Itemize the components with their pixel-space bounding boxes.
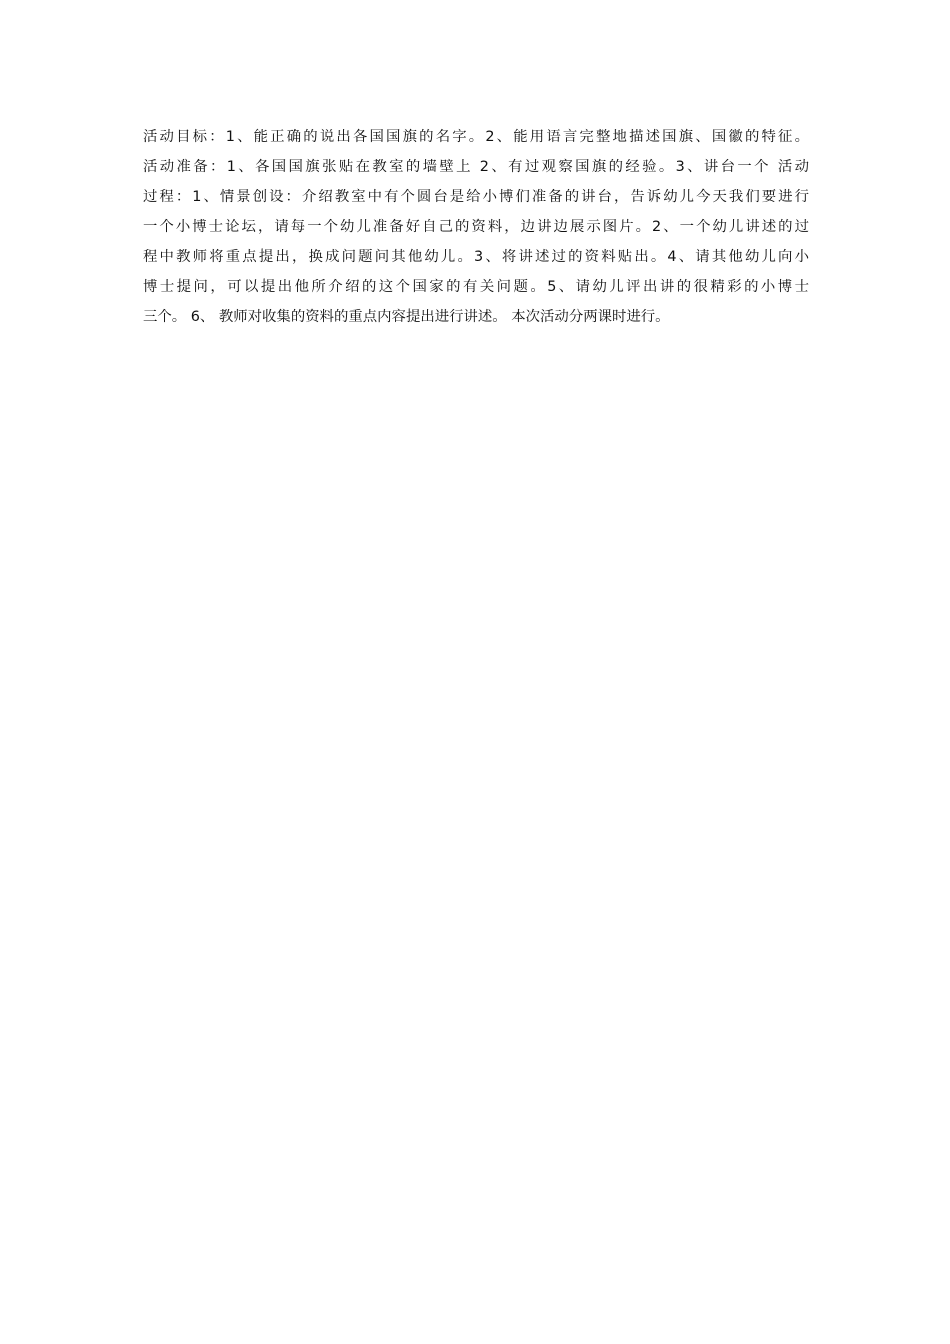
paragraph-line: 活动目标：1、能正确的说出各国国旗的名字。2、能用语言完整地描述国旗、国徽的特征。	[143, 129, 809, 145]
document-body	[143, 122, 809, 332]
paragraph-line: 过程：1、情景创设：介绍教室中有个圆台是给小博们准备的讲台，告诉幼儿今天我们要进行	[143, 189, 809, 205]
paragraph-line: 活动准备：1、各国国旗张贴在教室的墙壁上 2、有过观察国旗的经验。3、讲台一个 活动	[143, 159, 809, 175]
paragraph-line: 一个小博士论坛，请每一个幼儿准备好自己的资料，边讲边展示图片。2、一个幼儿讲述的过	[143, 219, 809, 235]
paragraph-line: 三个。 6、 教师对收集的资料的重点内容提出进行讲述。 本次活动分两课时进行。	[143, 309, 670, 325]
paragraph-line: 博士提问，可以提出他所介绍的这个国家的有关问题。5、请幼儿评出讲的很精彩的小博士	[143, 279, 809, 295]
paragraph-line: 程中教师将重点提出，换成问题问其他幼儿。3、将讲述过的资料贴出。4、请其他幼儿向小	[143, 249, 809, 265]
